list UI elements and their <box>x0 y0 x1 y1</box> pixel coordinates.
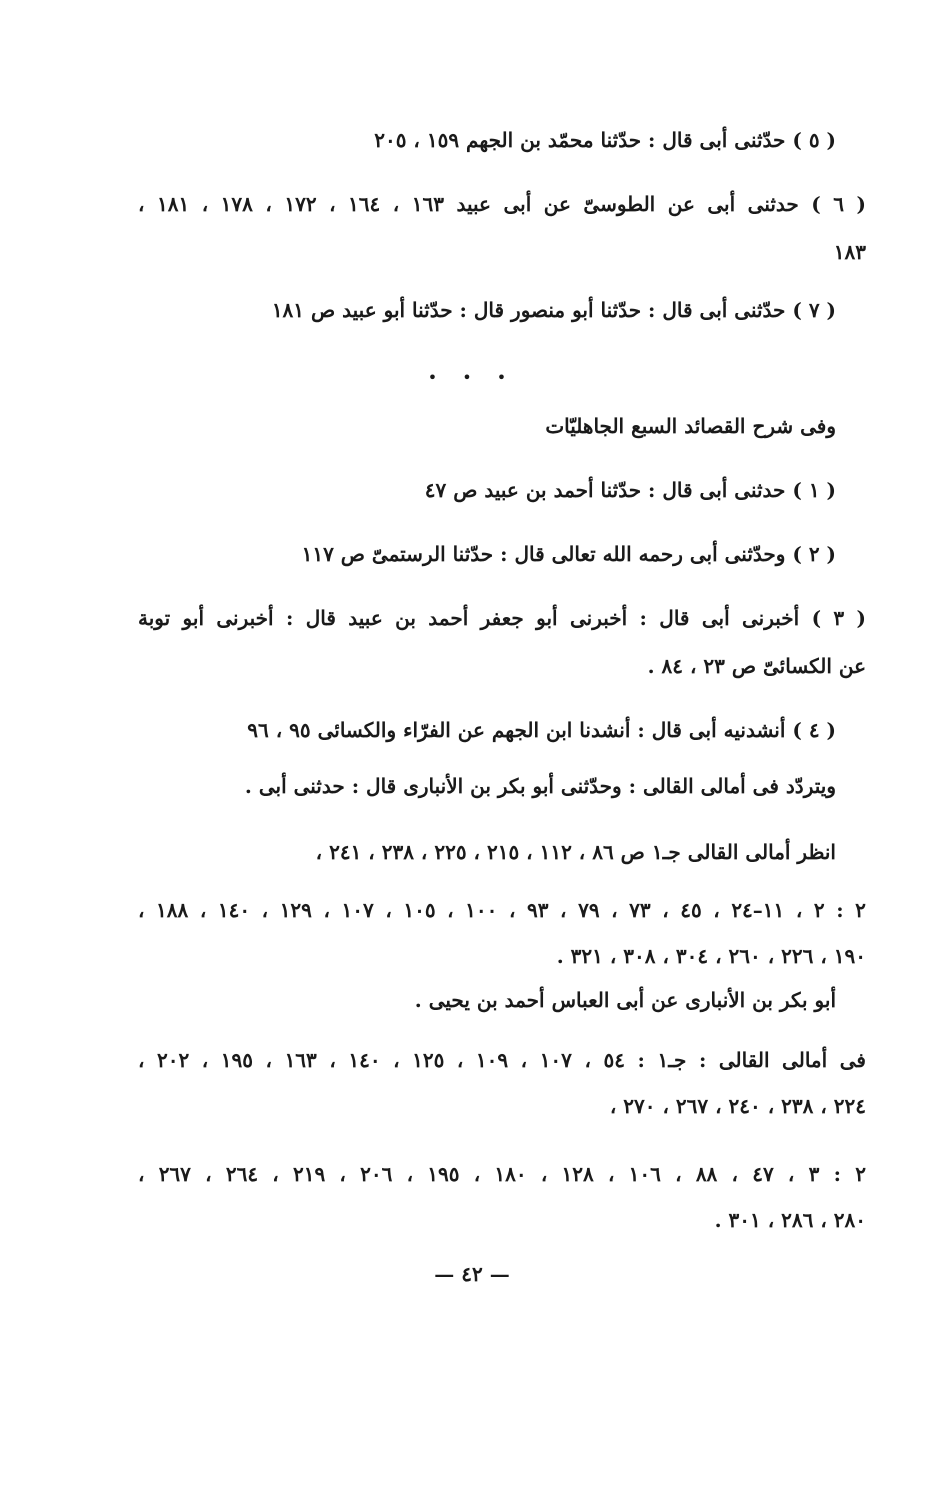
text-line-isnad-6-continued: ١٨٣ <box>833 240 866 264</box>
text-line-isnad-6: ( ٦ ) حدثنى أبى عن الطوسىّ عن أبى عبيد ١٦٣ ، ١٦٤ ، ١٧٢ ، ١٧٨ ، ١٨١ ، <box>138 192 866 216</box>
text-line-qali-intro: ويتردّد فى أمالى القالى : وحدّثنى أبو بكر بن الأنبارى قال : حدثنى أبى . <box>244 774 836 798</box>
text-line-isnad-5: ( ٥ ) حدّثنى أبى قال : حدّثنا محمّد بن الجهم ١٥٩ ، ٢٠٥ <box>374 128 836 152</box>
text-line-anbari-refs-vol2-continued: ٢٨٠ ، ٢٨٦ ، ٣٠١ . <box>714 1208 866 1232</box>
text-line-anbari-refs-vol1-continued: ٢٢٤ ، ٢٣٨ ، ٢٤٠ ، ٢٦٧ ، ٢٧٠ ، <box>609 1094 866 1118</box>
text-line-qali-refs-vol2-continued: ١٩٠ ، ٢٢٦ ، ٢٦٠ ، ٣٠٤ ، ٣٠٨ ، ٣٢١ . <box>556 944 866 968</box>
text-line-item-3-continued: عن الكسائىّ ص ٢٣ ، ٨٤ . <box>647 654 866 678</box>
text-line-item-2: ( ٢ ) وحدّثنى أبى رحمه الله تعالى قال : حدّثنا الرستمىّ ص ١١٧ <box>301 542 836 566</box>
section-separator: • • • <box>427 368 517 387</box>
text-line-item-3: ( ٣ ) أخبرنى أبى قال : أخبرنى أبو جعفر أحمد بن عبيد قال : أخبرنى أبو توبة <box>138 606 866 630</box>
section-heading: وفى شرح القصائد السبع الجاهليّات <box>545 414 836 438</box>
text-line-qali-refs-vol1: انظر أمالى القالى جـ١ ص ٨٦ ، ١١٢ ، ٢١٥ ، ٢٢٥ ، ٢٣٨ ، ٢٤١ ، <box>315 840 836 864</box>
text-line-anbari-refs-vol2: ٢ : ٣ ، ٤٧ ، ٨٨ ، ١٠٦ ، ١٢٨ ، ١٨٠ ، ١٩٥ ، ٢٠٦ ، ٢١٩ ، ٢٦٤ ، ٢٦٧ ، <box>138 1162 866 1186</box>
text-line-anbari-refs-vol1: فى أمالى القالى : جـ١ : ٥٤ ، ١٠٧ ، ١٠٩ ، ١٢٥ ، ١٤٠ ، ١٦٣ ، ١٩٥ ، ٢٠٢ ، <box>138 1048 866 1072</box>
text-line-isnad-anbari: أبو بكر بن الأنبارى عن أبى العباس أحمد بن يحيى . <box>414 988 836 1012</box>
page-number: — ٤٢ — <box>434 1262 510 1286</box>
text-line-isnad-7: ( ٧ ) حدّثنى أبى قال : حدّثنا أبو منصور قال : حدّثنا أبو عبيد ص ١٨١ <box>271 298 836 322</box>
text-line-item-4: ( ٤ ) أنشدنيه أبى قال : أنشدنا ابن الجهم عن الفرّاء والكسائى ٩٥ ، ٩٦ <box>247 718 836 742</box>
text-line-qali-refs-vol2: ٢ : ٢ ، ١١–٢٤ ، ٤٥ ، ٧٣ ، ٧٩ ، ٩٣ ، ١٠٠ ، ١٠٥ ، ١٠٧ ، ١٢٩ ، ١٤٠ ، ١٨٨ ، <box>138 898 866 922</box>
text-line-item-1: ( ١ ) حدثنى أبى قال : حدّثنا أحمد بن عبيد ص ٤٧ <box>424 478 836 502</box>
